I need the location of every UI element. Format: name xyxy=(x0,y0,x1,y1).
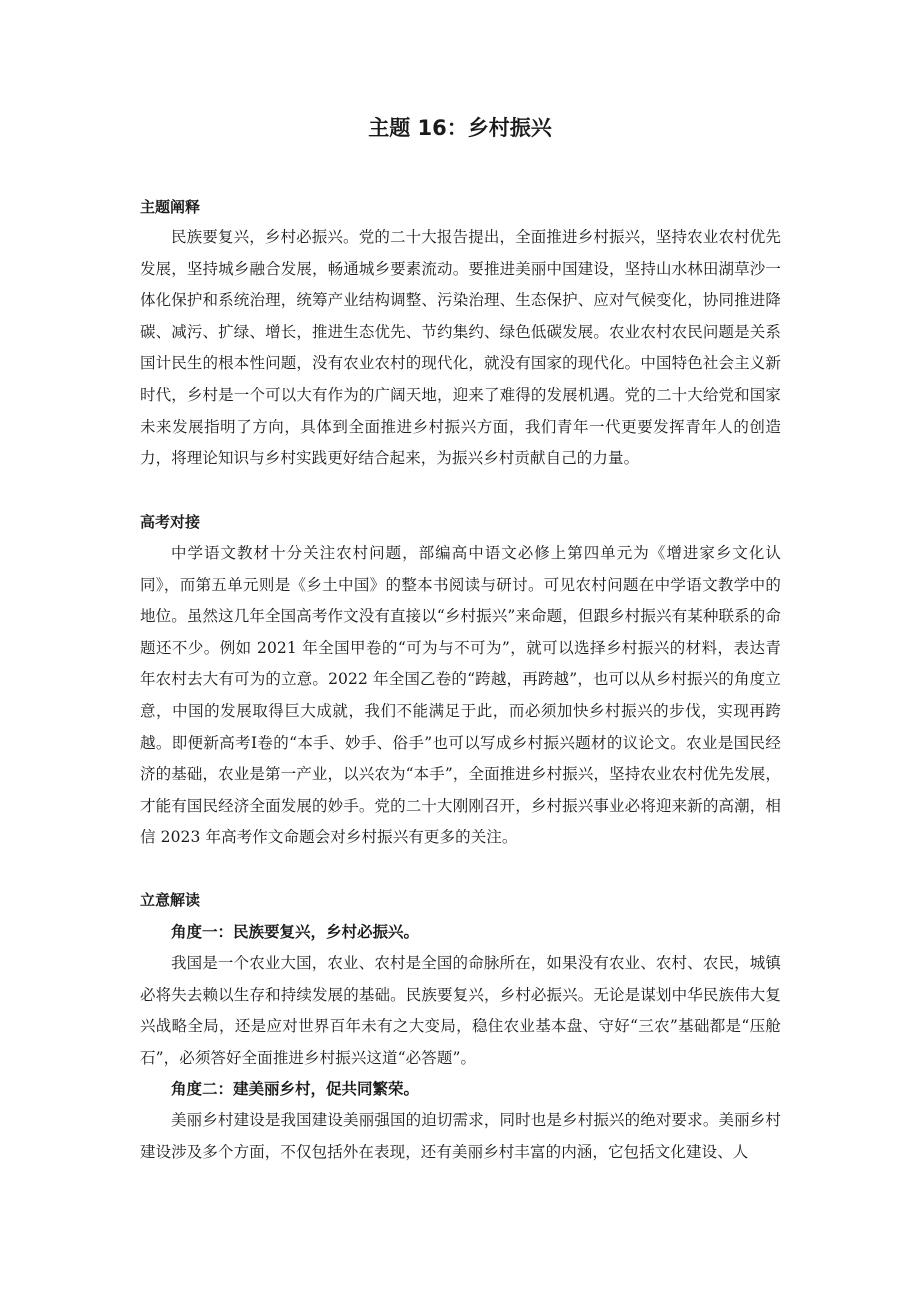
section-heading-exam-connection: 高考对接 xyxy=(140,513,201,531)
section-paragraph-theme-explanation: 民族要复兴，乡村必振兴。党的二十大报告提出，全面推进乡村振兴，坚持农业农村优先发展，坚持城乡融合发展，畅通城乡要素流动。要推进美丽中国建设，坚持山水林田湖草沙一体化保护和系统治理，统筹产业结构调整、污染治理、生态保护、应对气候变化，协同推进降碳、减污、扩绿、增长，推进生态优先、节约集约、绿色低碳发展。农业农村农民问题是关系国计民生的根本性问题，没有农业农村的现代化，就没有国家的现代化。中国特色社会主义新时代，乡村是一个可以大有作为的广阔天地，迎来了难得的发展机遇。党的二十大给党和国家未来发展指明了方向，具体到全面推进乡村振兴方面，我们青年一代更要发挥青年人的创造力，将理论知识与乡村实践更好结合起来，为振兴乡村贡献自己的力量。 xyxy=(140,228,781,468)
section-paragraph-exam-connection: 中学语文教材十分关注农村问题，部编高中语文必修上第四单元为《增进家乡文化认同》，而第五单元则是《乡土中国》的整本书阅读与研讨。可见农村问题在中学语文教学中的地位。虽然这几年全国高考作文没有直接以“乡村振兴”来命题，但跟乡村振兴有某种联系的命题还不少。例如 2021 年全国甲卷的“可为与不可为”，就可以选择乡村振兴的材料，表达青年农村去大有可为的立意。2022 年全国乙卷的“跨越，再跨越”，也可以从乡村振兴的角度立意，中国的发展取得巨大成就，我们不能满足于此，而必须加快乡村振兴的步伐，实现再跨越。即便新高考Ⅰ卷的“本手、妙手、俗手”也可以写成乡村振兴题材的议论文。农业是国民经济的基础，农业是第一产业，以兴农为“本手”，全面推进乡村振兴，坚持农业农村优先发展，才能有国民经济全面发展的妙手。党的二十大刚刚召开，乡村振兴事业必将迎来新的高潮，相信 2023 年高考作文命题会对乡村振兴有更多的关注。 xyxy=(140,544,781,847)
angle-paragraph-2: 美丽乡村建设是我国建设美丽强国的迫切需求，同时也是乡村振兴的绝对要求。美丽乡村建设涉及多个方面，不仅包括外在表现，还有美丽乡村丰富的内涵，它包括文化建设、人 xyxy=(140,1111,781,1161)
section-heading-theme-interpretation: 立意解读 xyxy=(140,891,201,909)
angle-paragraph-1: 我国是一个农业大国，农业、农村是全国的命脉所在，如果没有农业、农村、农民，城镇必将失去赖以生存和持续发展的基础。民族要复兴，乡村必振兴。无论是谋划中华民族伟大复兴战略全局，还是应对世界百年未有之大变局，稳住农业基本盘、守好“三农”基础都是“压舱石”，必须答好全面推进乡村振兴这道“必答题”。 xyxy=(140,954,781,1067)
section-heading-theme-explanation: 主题阐释 xyxy=(140,198,201,216)
angle-heading-1: 角度一：民族要复兴，乡村必振兴。 xyxy=(171,923,420,941)
angle-heading-2: 角度二：建美丽乡村，促共同繁荣。 xyxy=(171,1080,420,1098)
page-title: 主题 16：乡村振兴 xyxy=(368,116,552,140)
